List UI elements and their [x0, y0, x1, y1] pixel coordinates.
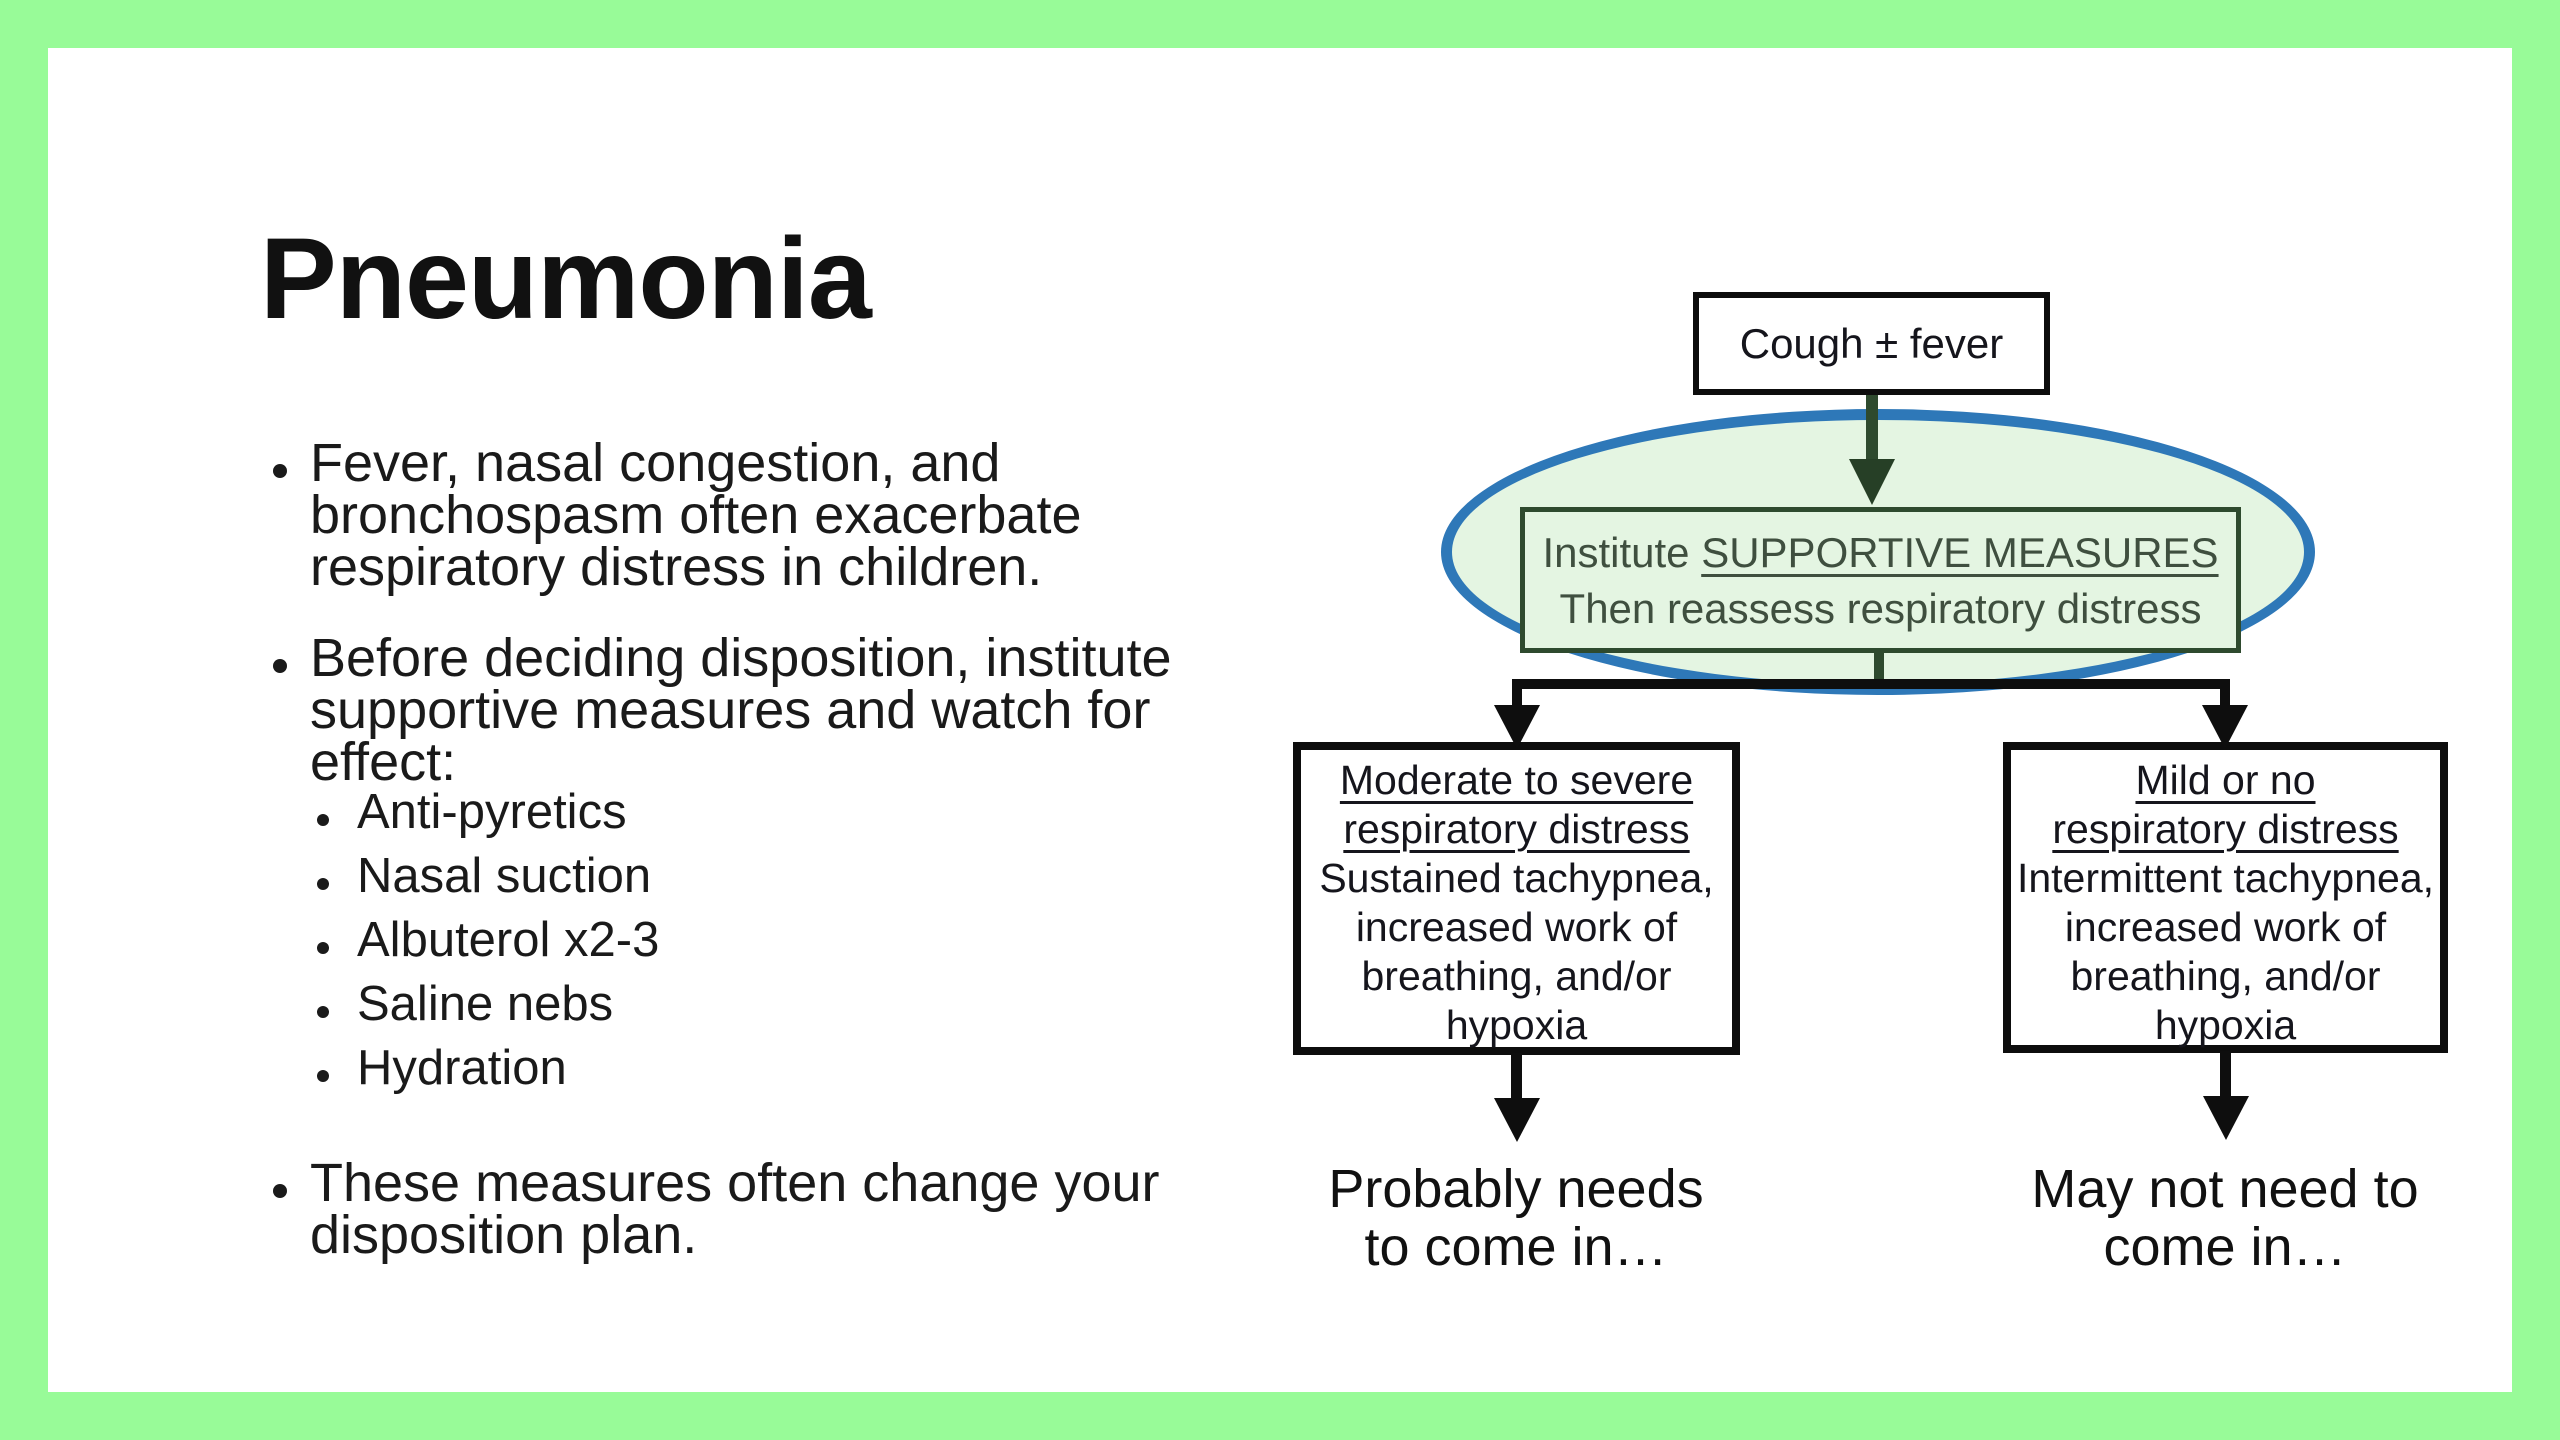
branch-horizontal-connector — [1512, 679, 2230, 689]
bullet-dot-icon — [317, 1070, 329, 1082]
sub-bullet-label: Hydration — [357, 1041, 567, 1095]
severe-node-body-line: Sustained tachypnea, — [1319, 855, 1714, 901]
sub-bullet-item — [317, 972, 659, 1036]
flowchart-mild-node — [2003, 742, 2448, 1053]
mild-node-heading-line: respiratory distress — [2052, 806, 2399, 852]
flowchart-severe-node — [1293, 742, 1740, 1055]
outcome-line: May not need to — [2031, 1159, 2419, 1219]
bullet-dot-icon — [317, 1006, 329, 1018]
bullet-dot-icon — [317, 878, 329, 890]
page-title: Pneumonia — [260, 215, 871, 343]
outcome-line: to come in… — [1364, 1217, 1668, 1277]
bullet-line: Before deciding disposition, institute — [310, 628, 1172, 688]
severe-node-heading-line: Moderate to severe — [1339, 757, 1694, 803]
arrow-down-icon — [2203, 1096, 2249, 1140]
severe-outcome-caption — [1266, 1160, 1766, 1276]
bullet-item — [273, 433, 1082, 597]
bullet-line: effect: — [310, 732, 457, 792]
mild-node-body-line: increased work of — [2064, 904, 2387, 950]
arrow-down-icon — [1849, 459, 1895, 505]
mild-outcome-caption — [1975, 1160, 2475, 1276]
sub-bullet-item — [317, 908, 659, 972]
flowchart-start-node — [1693, 292, 2050, 395]
bullet-line: Fever, nasal congestion, and — [310, 433, 1001, 493]
bullet-line: bronchospasm often exacerbate — [310, 485, 1082, 545]
bullet-item — [273, 1153, 1160, 1265]
outcome-left-connector — [1511, 1053, 1522, 1103]
outcome-right-connector — [2220, 1051, 2231, 1101]
bullet-dot-icon — [317, 942, 329, 954]
bullet-item — [273, 628, 1172, 792]
supportive-node-line2: Then reassess respiratory distress — [1559, 585, 2202, 632]
arrow-down-icon — [1494, 1098, 1540, 1142]
bullet-dot-icon — [273, 1184, 287, 1198]
mild-node-body-line: breathing, and/or — [2070, 953, 2381, 999]
bullet-line: respiratory distress in children. — [310, 537, 1043, 597]
outcome-line: come in… — [2103, 1217, 2347, 1277]
bullet-line: disposition plan. — [310, 1205, 698, 1265]
sub-bullet-list — [317, 780, 659, 1100]
arrow-down-icon — [2202, 705, 2248, 749]
arrow-down-icon — [1494, 705, 1540, 749]
bullet-dot-icon — [273, 464, 287, 478]
severe-node-body-line: hypoxia — [1445, 1002, 1588, 1048]
sub-bullet-item — [317, 1036, 659, 1100]
severe-node-body-line: breathing, and/or — [1361, 953, 1672, 999]
mild-node-heading-line: Mild or no — [2135, 757, 2316, 803]
sub-bullet-label: Nasal suction — [357, 849, 652, 903]
start-node-label: Cough ± fever — [1739, 319, 2004, 367]
sub-bullet-item — [317, 844, 659, 908]
supportive-node-line1: Institute SUPPORTIVE MEASURES — [1542, 529, 2219, 576]
severe-node-body-line: increased work of — [1355, 904, 1678, 950]
sub-bullet-item — [317, 780, 659, 844]
arrow-down-connector — [1866, 395, 1878, 461]
bullet-dot-icon — [317, 814, 329, 826]
bullet-dot-icon — [273, 659, 287, 673]
sub-bullet-label: Saline nebs — [357, 977, 614, 1031]
sub-bullet-label: Anti-pyretics — [357, 785, 627, 839]
flowchart-supportive-node — [1520, 507, 2241, 653]
bullet-line: supportive measures and watch for — [310, 680, 1151, 740]
supportive-measures-underlined: SUPPORTIVE MEASURES — [1701, 529, 2219, 576]
sub-bullet-label: Albuterol x2-3 — [357, 913, 660, 967]
mild-node-body-line: Intermittent tachypnea, — [2016, 855, 2435, 901]
severe-node-heading-line: respiratory distress — [1343, 806, 1690, 852]
bullet-line: These measures often change your — [310, 1153, 1160, 1213]
mild-node-body-line: hypoxia — [2154, 1002, 2297, 1048]
outcome-line: Probably needs — [1328, 1159, 1704, 1219]
